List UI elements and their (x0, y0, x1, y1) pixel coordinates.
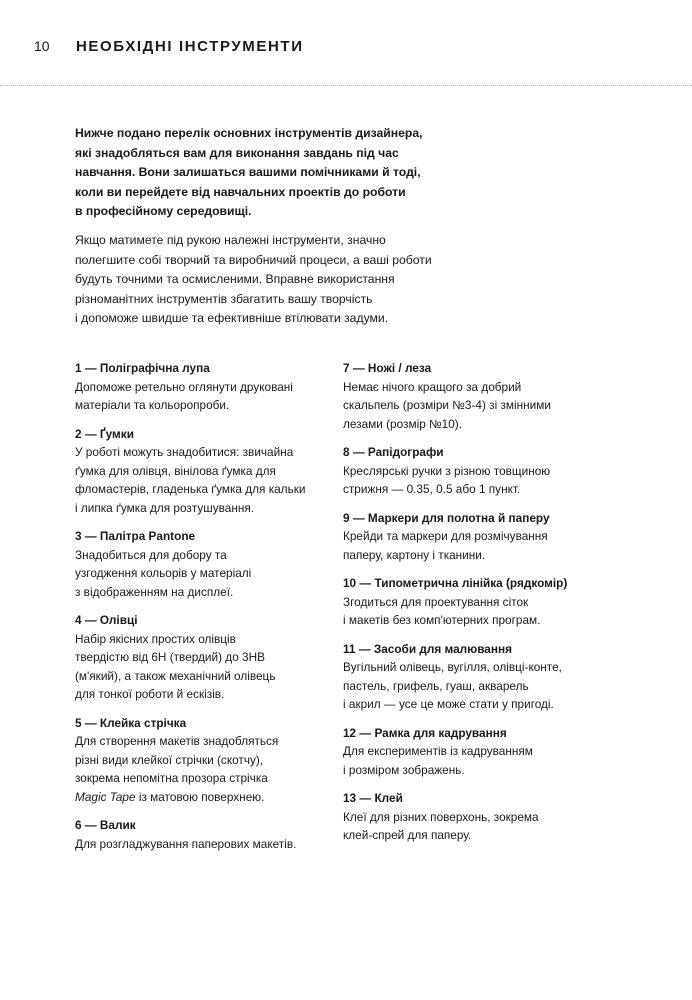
tools-column-left (75, 359, 330, 863)
tool-description: Набір якісних простих олівців твердістю від 6Н (твердий) до 3НВ (м'який), а також механічний олівець для тонкої роботи й ескізів. (75, 631, 276, 701)
tool-item (343, 509, 603, 565)
header-divider (0, 85, 692, 86)
intro-bold-paragraph: Нижче подано перелік основних інструментів дизайнера, які знадобляться вам для виконання завдань під час навчання. Вони залишаться вашими помічниками й тоді, коли ви перейдете від навчальних проектів до роботи в професійному середовищі. (75, 126, 423, 218)
tool-item (343, 724, 603, 780)
tool-item (75, 527, 330, 601)
tool-heading: 5 — Клейка стрічка (75, 715, 187, 730)
tool-description: Для розгладжування паперових макетів. (75, 836, 297, 851)
tool-heading: 6 — Валик (75, 818, 136, 832)
tool-description: Знадобиться для добору та узгодження кольорів у матеріалі з відображенням на дисплеї. (75, 547, 252, 599)
tool-description: У роботі можуть знадобитися: звичайна ґумка для олівця, вінілова ґумка для фломастерів, гладенька ґумка для кальки і липка ґумка для розтушування. (75, 445, 306, 515)
tool-description: Для експериментів із кадруванням і розміром зображень. (343, 744, 533, 777)
tool-heading: 11 — Засоби для малювання (343, 641, 512, 656)
page-title: НЕОБХІДНІ ІНСТРУМЕНТИ (76, 38, 304, 55)
tool-heading: 4 — Олівці (75, 613, 138, 627)
tool-description-text: із матовою поверхнею. (135, 789, 265, 804)
tool-description: Допоможе ретельно оглянути друковані матеріали та кольоропроби. (75, 379, 293, 412)
tool-item (75, 714, 330, 807)
tool-item (75, 359, 330, 415)
tool-item (343, 443, 603, 499)
tool-item (343, 359, 603, 433)
tools-column-right (343, 359, 603, 855)
tool-description-text: Для створення макетів знадобляться різні види клейкої стрічки (скотчу), зокрема непомітна прозора стрічка (75, 734, 279, 785)
page-number: 10 (34, 38, 50, 54)
tool-description (75, 732, 330, 806)
tool-description: Креслярські ручки з різною товщиною стрижня — 0.35, 0.5 або 1 пункт. (343, 463, 551, 496)
tool-description: Згодиться для проектування сіток і макетів без комп'ютерних програм. (343, 594, 541, 627)
page-header (34, 38, 304, 55)
intro-regular-paragraph: Якщо матимете під рукою належні інструменти, значно полегшите собі творчий та виробничий процеси, а ваші роботи будуть точними та осмисленими. Вправне використання різноманітних інструментів збагатить вашу творчість і допоможе швидше та ефективніше втілювати задуми. (75, 233, 432, 325)
tool-item (75, 611, 330, 704)
tool-heading: 13 — Клей (343, 791, 403, 805)
tool-heading: 8 — Рапідографи (343, 445, 444, 459)
tool-heading: 7 — Ножі / леза (343, 361, 432, 375)
tool-item (343, 640, 603, 714)
tool-description: Клеї для різних поверхонь, зокрема клей-спрей для паперу. (343, 809, 539, 842)
tool-description-italic: Magic Tape (75, 789, 136, 804)
tool-heading: 12 — Рамка для кадрування (343, 725, 507, 740)
tool-heading: 1 — Поліграфічна лупа (75, 361, 210, 375)
tool-item (343, 574, 603, 630)
tool-item (343, 789, 603, 845)
tool-description: Крейди та маркери для розмічування паперу, картону і тканини. (343, 529, 548, 562)
tool-heading: 9 — Маркери для полотна й паперу (343, 510, 550, 525)
tool-heading: 10 — Типометрична лінійка (рядкомір) (343, 576, 568, 590)
tool-item (75, 816, 330, 853)
tool-description: Немає нічого кращого за добрий скальпель (розміри №3-4) зі змінними лезами (розмір №10). (343, 379, 551, 431)
tool-heading: 3 — Палітра Pantone (75, 529, 196, 543)
tool-item (75, 425, 330, 518)
tool-heading: 2 — Ґумки (75, 426, 134, 441)
tool-description: Вугільний олівець, вугілля, олівці-конте, пастель, грифель, гуаш, акварель і акрил — усе це може стати у пригоді. (343, 660, 562, 711)
